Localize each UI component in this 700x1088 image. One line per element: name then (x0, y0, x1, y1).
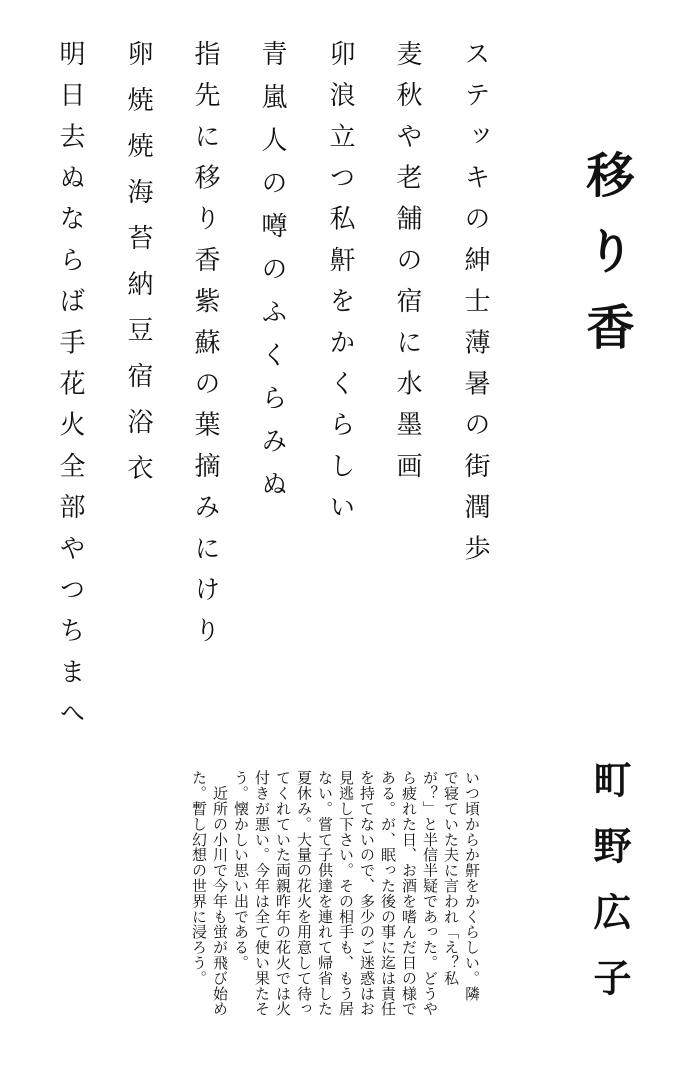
prose-line: 見逃し下さい。その相手も、もう居 (337, 770, 355, 1017)
prose-line: ない。嘗て子供達を連れて帰省した (316, 770, 334, 1017)
prose-line: てくれていた両親昨年の花火では火 (274, 770, 292, 1017)
prose-line: 夏休み。大量の花火を用意して待っ (295, 770, 313, 1017)
prose-line: う。懐かしい思い出である。 (232, 770, 250, 971)
prose-line: で寝ていた夫に言われ「え？私 (442, 770, 460, 986)
prose-line: 付きが悪い。今年は全て使い果たそ (253, 770, 271, 1017)
prose-line: た。暫し幻想の世界に浸ろう。 (190, 770, 208, 986)
haiku-line-5: 指先に移り香紫蘇の葉摘みにけり (190, 40, 220, 658)
title: 移り香 (578, 150, 634, 378)
prose-line: を持てないので、多少のご迷惑はお (358, 770, 376, 1017)
prose-line: 近所の小川で今年も蛍が飛び始め (211, 770, 229, 1017)
prose-line: が？」と半信半疑であった。どうや (421, 770, 439, 1017)
haiku-line-4: 青嵐人の噂のふくらみぬ (257, 40, 287, 513)
prose-line: ある。が、眠った後の事に迄は責任 (379, 770, 397, 1017)
author-name: 町野広子 (587, 760, 632, 1024)
haiku-line-3: 卯浪立つ私鼾をかくらしい (325, 40, 355, 535)
prose-line: ら疲れた日、お酒を嗜んだ日の様で (400, 770, 418, 1017)
haiku-line-6: 卵焼焼海苔納豆宿浴衣 (123, 40, 153, 500)
haiku-line-2: 麦秋や老舗の宿に水墨画 (392, 40, 422, 494)
haiku-line-1: ステッキの紳士薄暑の街潤歩 (460, 40, 490, 576)
prose-line: いつ頃からか鼾をかくらしい。隣 (463, 770, 481, 1001)
haiku-line-7: 明日去ぬならば手花火全部やつちまへ (55, 40, 85, 741)
